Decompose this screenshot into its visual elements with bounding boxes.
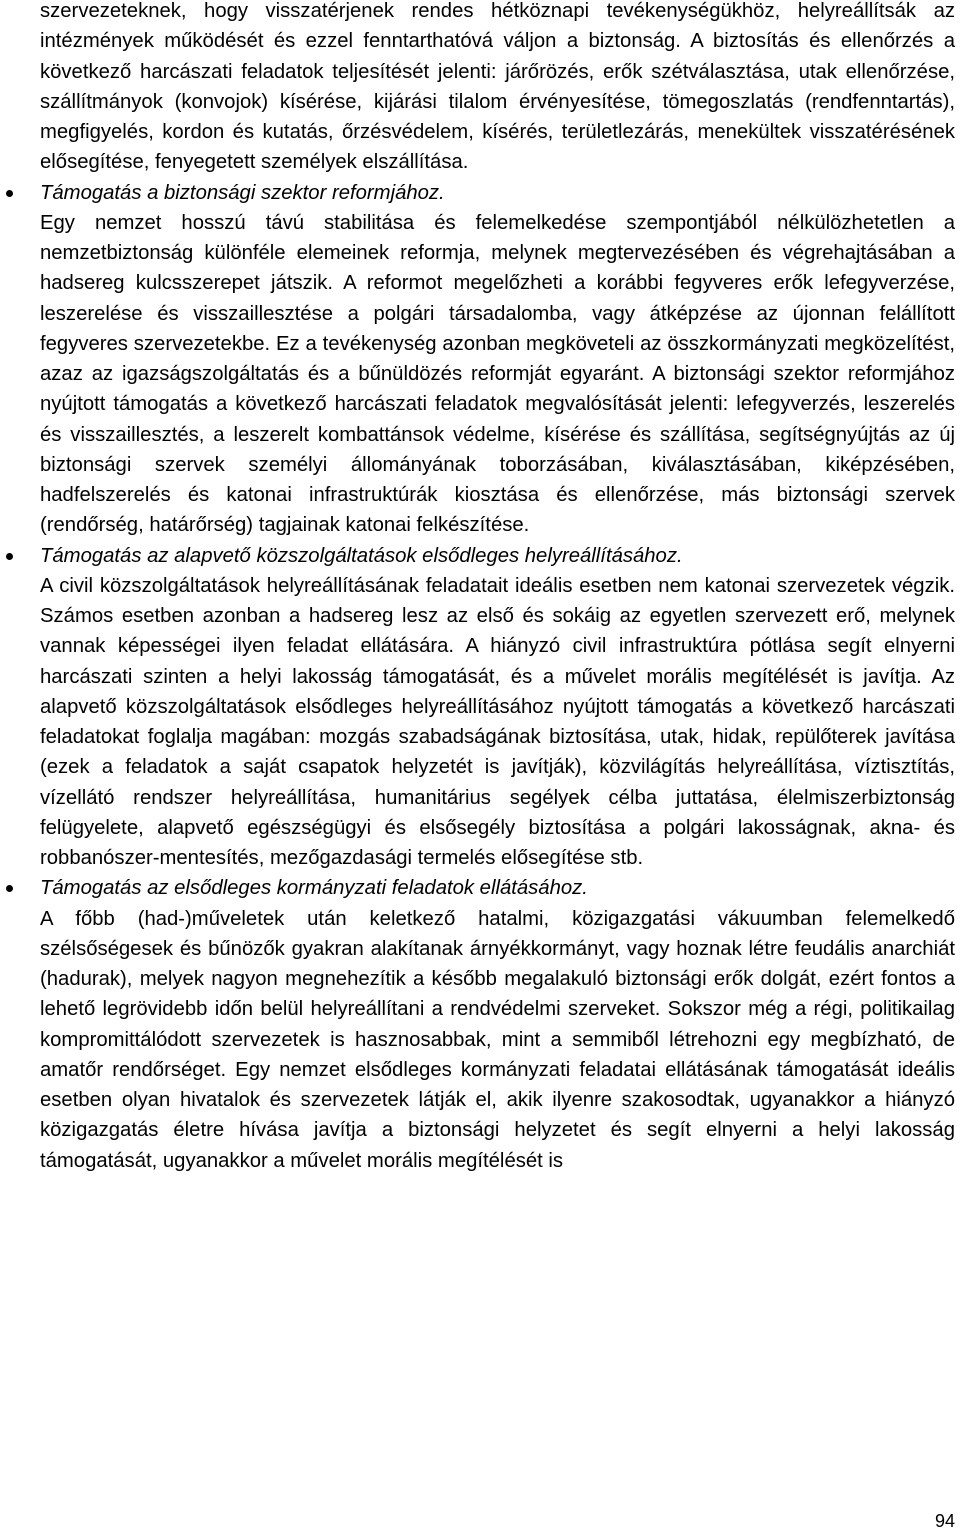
section-heading: Támogatás az elsődleges kormányzati feladatok ellátásához. bbox=[40, 877, 588, 900]
bullet-icon bbox=[6, 190, 13, 197]
section-public-services bbox=[40, 541, 955, 874]
section-body: Egy nemzet hosszú távú stabilitása és felemelkedése szempontjából nélkülözhetetlen a nemzetbiztonság különféle elemeinek reformja, melynek megtervezésében és végrehajtásában a hadsereg kulcsszerepet játszik. A reformot megelőzheti a korábbi fegyveres erők lefegyverzése, leszerelése és visszaillesztése a polgári társadalomba, vagy átképzése az újonnan felállított fegyveres szervezetekbe. Ez a tevékenység azonban megköveteli az összkormányzati megközelítést, azaz az igazságszolgáltatás és a bűnüldözés reformját egyaránt. A biztonsági szektor reformjához nyújtott támogatás a következő harcászati feladatok megvalósítását jelenti: lefegyverzés, leszerelés és visszaillesztés, a leszerelt kombattánsok védelme, kísérése és szállítása, segítségnyújtás az új biztonsági szervek személyi állományának toborzásában, kiválasztásában, kiképzésében, hadfelszerelés és katonai infrastruktúrák kiosztása és ellenőrzése, más biztonsági szervek (rendőrség, határőrség) tagjainak katonai felkészítése. bbox=[40, 211, 955, 537]
document-body bbox=[40, 0, 955, 1176]
section-heading: Támogatás az alapvető közszolgáltatások elsődleges helyreállításához. bbox=[40, 544, 683, 567]
intro-paragraph: szervezeteknek, hogy visszatérjenek rendes hétköznapi tevékenységükhöz, helyreállítsák az intézmények működését és ezzel fenntarthatóvá váljon a biztonság. A biztosítás és ellenőrzés a következő harcászati feladatok teljesítését jelenti: járőrözés, erők szétválasztása, utak ellenőrzése, szállítmányok (konvojok) kísérése, kijárási tilalom érvényesítése, tömegoszlatás (rendfenntartás), megfigyelés, kordon és kutatás, őrzésvédelem, kísérés, területlezárás, menekültek visszatérésének elősegítése, fenyegetett személyek elszállítása. bbox=[40, 0, 955, 174]
section-body: A főbb (had-)műveletek után keletkező hatalmi, közigazgatási vákuumban felemelkedő szélsőségesek és bűnözők gyakran alakítanak árnyékkormányt, vagy hoznak létre feudális anarchiát (hadurak), melyek nagyon megnehezítik a később megalakuló biztonsági erők dolgát, ezért fontos a lehető legrövidebb időn belül helyreállítani a rendvédelmi szerveket. Sokszor még a régi, politikailag kompromittálódott szervezetek is hasznosabbak, mint a semmiből létrehozni egy megbízható, de amatőr rendőrséget. Egy nemzet elsődleges kormányzati feladatai ellátásának támogatását ideális esetben olyan hivatalok és szervezetek látják el, akik ilyenre szakosodtak, ugyanakkor a hiányzó közigazgatás életre hívása javítja a biztonsági helyzetet és segít elnyerni a helyi lakosság támogatását, ugyanakkor a művelet morális megítélését is bbox=[40, 907, 955, 1172]
section-governance bbox=[40, 873, 955, 1176]
bullet-icon bbox=[6, 553, 13, 560]
section-security-sector-reform bbox=[40, 178, 955, 541]
section-body: A civil közszolgáltatások helyreállításának feladatait ideális esetben nem katonai szervezetek végzik. Számos esetben azonban a hadsereg lesz az első és sokáig az egyetlen szervezett erő, melynek vannak képességei ilyen feladat ellátására. A hiányzó civil infrastruktúra pótlása segít elnyerni harcászati szinten a helyi lakosság támogatását, és a művelet morális megítélését is javítja. Az alapvető közszolgáltatások elsődleges helyreállításához nyújtott támogatás a következő harcászati feladatokat foglalja magában: mozgás szabadságának biztosítása, utak, hidak, repülőterek javítása (ezek a feladatok a saját csapatok helyzetét is javítják), közvilágítás helyreállítása, víztisztítás, vízellátó rendszer helyreállítása, humanitárius segélyek célba juttatása, élelmiszerbiztonság felügyelete, alapvető egészségügyi és elsősegély biztosítása a polgári lakosságnak, akna- és robbanószer-mentesítés, mezőgazdasági termelés elősegítése stb. bbox=[40, 574, 955, 869]
page-number: 94 bbox=[934, 1511, 955, 1531]
section-heading: Támogatás a biztonsági szektor reformjához. bbox=[40, 181, 445, 204]
bullet-icon bbox=[6, 885, 13, 892]
